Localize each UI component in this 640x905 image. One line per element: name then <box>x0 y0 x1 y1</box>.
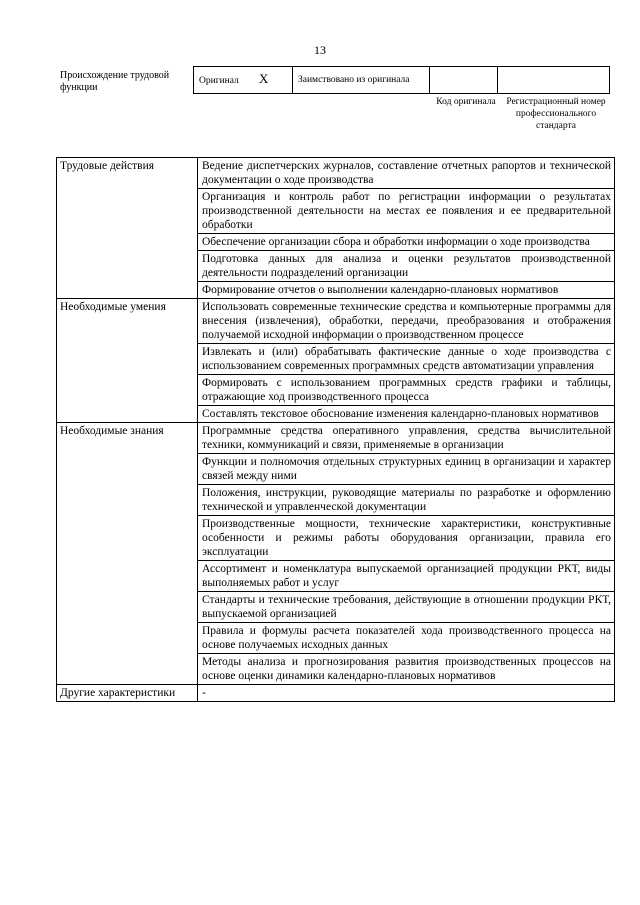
original-cell <box>194 67 293 94</box>
section-item: Формирование отчетов о выполнении календарно-плановых нормативов <box>198 282 615 299</box>
section-item: Извлекать и (или) обрабатывать фактические данные о ходе производства с использованием современных программных средств автоматизации управления <box>198 344 615 375</box>
section-item: Организация и контроль работ по регистрации информации о результатах производственной деятельности на местах ее появления и ее предварительной обработки <box>198 189 615 234</box>
section-item: Ассортимент и номенклатура выпускаемой организацией продукции РКТ, виды выполняемых работ и услуг <box>198 561 615 592</box>
section-title: Другие характеристики <box>57 685 198 702</box>
borrowed-cell: Заимствовано из оригинала <box>293 67 430 94</box>
labor-function-table <box>56 157 615 702</box>
section-item: Производственные мощности, технические характеристики, конструктивные особенности и режимы работы оборудования организации, правила его эксплуатации <box>198 516 615 561</box>
section-item: Стандарты и технические требования, действующие в отношении продукции РКТ, выпускаемой организацией <box>198 592 615 623</box>
table-row <box>57 158 615 189</box>
section-item: Методы анализа и прогнозирования развития производственных процессов на основе оценки динамики календарно-плановых нормативов <box>198 654 615 685</box>
section-item: Составлять текстовое обоснование изменения календарно-плановых нормативов <box>198 406 615 423</box>
section-title: Трудовые действия <box>57 158 198 299</box>
section-item: Использовать современные технические средства и компьютерные программы для внесения (извлечения), обработки, передачи, преобразования и отображения получаемой исходной информации о производственном процессе <box>198 299 615 344</box>
code-cell <box>430 67 498 94</box>
section-item: Правила и формулы расчета показателей хода производственного процесса на основе получаемых исходных данных <box>198 623 615 654</box>
reg-number-caption: Регистрационный номер профессионального стандарта <box>506 97 606 131</box>
table-row <box>57 423 615 454</box>
origin-table <box>193 66 610 94</box>
section-item: Формировать с использованием программных средств графики и таблицы, отражающие ход производственного процесса <box>198 375 615 406</box>
section-item: Обеспечение организации сбора и обработки информации о ходе производства <box>198 234 615 251</box>
section-item: Функции и полномочия отдельных структурных единиц в организации и характер связей между ними <box>198 454 615 485</box>
page-number: 13 <box>314 43 326 57</box>
original-label: Оригинал <box>199 76 239 86</box>
section-item: - <box>198 685 615 702</box>
reg-number-cell <box>498 67 610 94</box>
table-row <box>57 299 615 344</box>
original-mark: X <box>259 71 269 86</box>
section-title: Необходимые умения <box>57 299 198 423</box>
code-caption: Код оригинала <box>436 97 496 107</box>
section-item: Программные средства оперативного управления, средства вычислительной техники, коммуникаций и связи, применяемые в организации <box>198 423 615 454</box>
section-item: Подготовка данных для анализа и оценки результатов производственной деятельности подразделений организации <box>198 251 615 282</box>
section-title: Необходимые знания <box>57 423 198 685</box>
origin-label: Происхождение трудовой функции <box>60 70 170 93</box>
section-item: Положения, инструкции, руководящие материалы по разработке и оформлению технической и управленческой документации <box>198 485 615 516</box>
section-item: Ведение диспетчерских журналов, составление отчетных рапортов и технической документации о ходе производства <box>198 158 615 189</box>
table-row <box>57 685 615 702</box>
